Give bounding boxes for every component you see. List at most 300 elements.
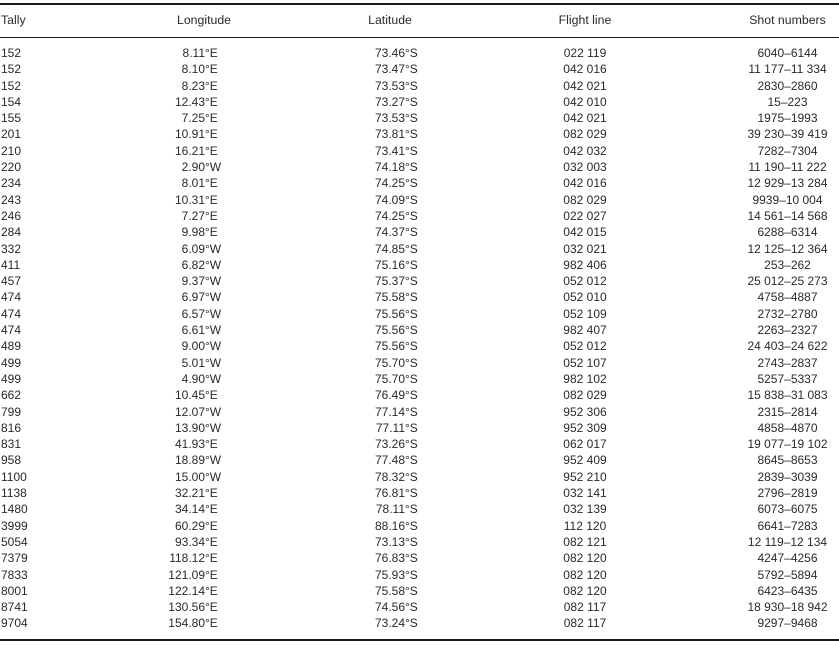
longitude-cell [118, 241, 290, 257]
shot-numbers-value: 4858–4870 [757, 420, 818, 435]
latitude-hemisphere: °S [405, 225, 418, 240]
flight-line-cell [490, 518, 680, 534]
longitude-cell [118, 224, 290, 240]
flight-line-value: 082 117 [563, 600, 607, 615]
longitude-cell [118, 518, 290, 534]
shot-numbers-value: 6040–6144 [757, 46, 818, 60]
longitude-value: 121.09 [168, 567, 205, 582]
longitude-cell [118, 583, 290, 599]
latitude-cell [290, 257, 490, 273]
tally-value: 474 [1, 306, 22, 321]
flight-line-cell [490, 469, 680, 485]
tally-cell [0, 485, 118, 501]
longitude-hemisphere: °W [205, 371, 222, 386]
tally-value: 332 [1, 241, 22, 256]
latitude-hemisphere: °S [405, 437, 418, 452]
latitude-hemisphere: °S [405, 600, 418, 615]
shot-numbers-value: 2796–2819 [757, 486, 818, 501]
flight-line-cell [490, 599, 680, 615]
table-row [0, 387, 839, 403]
flight-line-cell [490, 371, 680, 387]
shot-numbers-value: 5257–5337 [757, 371, 818, 386]
flight-line-value: 022 027 [563, 208, 607, 223]
tally-cell [0, 38, 118, 62]
longitude-hemisphere: °E [205, 143, 218, 158]
flight-line-value: 032 141 [563, 486, 607, 501]
shot-numbers-value: 6423–6435 [757, 583, 818, 598]
flight-line-value: 042 016 [563, 62, 607, 77]
tally-cell [0, 615, 118, 639]
latitude-value: 73.53 [374, 78, 405, 93]
latitude-value: 75.56 [374, 339, 405, 354]
latitude-cell [290, 110, 490, 126]
longitude-value: 4.90 [181, 371, 205, 386]
tally-cell [0, 273, 118, 289]
latitude-value: 77.11 [375, 420, 405, 435]
shot-numbers-cell [680, 224, 839, 240]
latitude-hemisphere: °S [405, 339, 418, 354]
flight-line-cell [490, 338, 680, 354]
table-header [0, 4, 839, 38]
longitude-hemisphere: °E [205, 176, 218, 191]
latitude-value: 73.13 [374, 534, 405, 549]
shot-numbers-cell [680, 110, 839, 126]
latitude-value: 75.58 [374, 583, 405, 598]
longitude-hemisphere: °W [205, 420, 222, 435]
longitude-cell [118, 257, 290, 273]
shot-numbers-cell [680, 567, 839, 583]
flight-line-value: 042 010 [563, 94, 607, 109]
shot-numbers-cell [680, 615, 839, 639]
tally-cell [0, 289, 118, 305]
flight-line-cell [490, 501, 680, 517]
tally-cell [0, 257, 118, 273]
tally-value: 457 [1, 274, 22, 289]
latitude-value: 74.56 [374, 600, 405, 615]
latitude-hemisphere: °S [405, 469, 418, 484]
longitude-cell [118, 452, 290, 468]
longitude-cell [118, 567, 290, 583]
longitude-cell [118, 534, 290, 550]
flight-line-value: 052 010 [563, 290, 607, 305]
flight-line-cell [490, 306, 680, 322]
tally-cell [0, 224, 118, 240]
longitude-hemisphere: °E [205, 486, 218, 501]
latitude-value: 73.27 [374, 94, 405, 109]
longitude-value: 7.25 [181, 111, 205, 126]
longitude-value: 6.97 [181, 290, 205, 305]
latitude-cell [290, 78, 490, 94]
latitude-cell [290, 420, 490, 436]
longitude-value: 8.10 [181, 62, 205, 77]
flight-line-value: 982 407 [563, 323, 607, 338]
tally-cell [0, 534, 118, 550]
table-row [0, 518, 839, 534]
longitude-hemisphere: °E [205, 192, 218, 207]
tally-value: 489 [1, 339, 22, 354]
table-row [0, 159, 839, 175]
longitude-hemisphere: °W [205, 453, 222, 468]
table-row [0, 241, 839, 257]
latitude-cell [290, 355, 490, 371]
column-header-latitude: Latitude [290, 4, 490, 38]
tally-cell [0, 241, 118, 257]
shot-numbers-cell [680, 420, 839, 436]
shot-numbers-value: 19 077–19 102 [747, 437, 828, 452]
flight-line-value: 082 029 [563, 388, 607, 403]
latitude-value: 73.81 [374, 127, 405, 142]
table-row [0, 289, 839, 305]
longitude-cell [118, 273, 290, 289]
table-row [0, 371, 839, 387]
longitude-value: 6.82 [181, 257, 205, 272]
longitude-value: 10.91 [174, 127, 205, 142]
shot-numbers-cell [680, 61, 839, 77]
shot-numbers-cell [680, 38, 839, 62]
latitude-value: 75.70 [374, 371, 405, 386]
shot-numbers-value: 15–223 [767, 94, 808, 109]
latitude-value: 75.93 [374, 567, 405, 582]
longitude-value: 154.80 [168, 616, 205, 631]
shot-numbers-value: 11 177–11 334 [748, 62, 827, 77]
tally-value: 201 [1, 127, 22, 142]
latitude-cell [290, 485, 490, 501]
longitude-hemisphere: °W [205, 290, 222, 305]
longitude-value: 10.31 [174, 192, 205, 207]
flight-line-value: 982 102 [563, 371, 607, 386]
shot-numbers-value: 18 930–18 942 [747, 600, 828, 615]
flight-line-value: 952 210 [563, 469, 607, 484]
latitude-hemisphere: °S [405, 306, 418, 321]
flight-line-value: 082 120 [563, 551, 607, 566]
longitude-cell [118, 61, 290, 77]
tally-value: 155 [1, 111, 22, 126]
longitude-value: 32.21 [174, 486, 205, 501]
flight-line-value: 082 029 [563, 127, 607, 142]
flight-line-value: 112 120 [563, 518, 607, 533]
flight-line-cell [490, 273, 680, 289]
tally-value: 152 [1, 78, 22, 93]
latitude-cell [290, 583, 490, 599]
tally-value: 958 [1, 453, 22, 468]
longitude-value: 12.43 [174, 94, 205, 109]
latitude-value: 74.25 [374, 208, 405, 223]
latitude-value: 76.83 [374, 551, 405, 566]
flight-line-value: 052 107 [563, 355, 607, 370]
tally-value: 243 [1, 192, 22, 207]
shot-numbers-value: 6641–7283 [757, 518, 818, 533]
tally-value: 411 [1, 257, 21, 272]
latitude-hemisphere: °S [405, 486, 418, 501]
flight-data-table [0, 3, 839, 641]
latitude-hemisphere: °S [405, 404, 418, 419]
shot-numbers-value: 9939–10 004 [752, 192, 823, 207]
table-row [0, 567, 839, 583]
shot-numbers-cell [680, 387, 839, 403]
longitude-value: 13.90 [174, 420, 205, 435]
tally-value: 3999 [1, 518, 28, 533]
longitude-value: 16.21 [174, 143, 205, 158]
table-row [0, 469, 839, 485]
flight-line-value: 052 012 [563, 274, 607, 289]
latitude-value: 73.26 [374, 437, 405, 452]
longitude-value: 7.27 [181, 208, 205, 223]
tally-cell [0, 306, 118, 322]
longitude-cell [118, 289, 290, 305]
longitude-hemisphere: °E [205, 208, 218, 223]
longitude-hemisphere: °E [205, 78, 218, 93]
longitude-cell [118, 78, 290, 94]
table-row [0, 404, 839, 420]
longitude-cell [118, 436, 290, 452]
latitude-value: 74.37 [374, 225, 405, 240]
flight-line-cell [490, 583, 680, 599]
flight-line-cell [490, 452, 680, 468]
longitude-value: 5.01 [181, 355, 205, 370]
flight-line-cell [490, 485, 680, 501]
shot-numbers-value: 25 012–25 273 [747, 274, 828, 289]
latitude-cell [290, 94, 490, 110]
flight-line-value: 042 021 [563, 111, 607, 126]
flight-line-value: 052 012 [563, 339, 607, 354]
longitude-cell [118, 208, 290, 224]
shot-numbers-value: 24 403–24 622 [747, 339, 828, 354]
longitude-cell [118, 501, 290, 517]
latitude-value: 75.70 [374, 355, 405, 370]
longitude-value: 9.98 [181, 225, 205, 240]
latitude-value: 75.56 [374, 306, 405, 321]
shot-numbers-value: 2732–2780 [757, 306, 818, 321]
latitude-cell [290, 322, 490, 338]
flight-line-value: 032 003 [563, 160, 607, 175]
latitude-hemisphere: °S [405, 290, 418, 305]
table-row [0, 224, 839, 240]
tally-cell [0, 501, 118, 517]
shot-numbers-cell [680, 306, 839, 322]
latitude-cell [290, 175, 490, 191]
shot-numbers-cell [680, 322, 839, 338]
longitude-value: 9.37 [181, 274, 205, 289]
longitude-hemisphere: °E [205, 551, 218, 566]
latitude-cell [290, 273, 490, 289]
latitude-cell [290, 371, 490, 387]
table-row [0, 615, 839, 639]
latitude-hemisphere: °S [405, 94, 418, 109]
shot-numbers-cell [680, 126, 839, 142]
table-row [0, 126, 839, 142]
flight-line-cell [490, 387, 680, 403]
tally-value: 499 [1, 371, 22, 386]
longitude-value: 9.00 [181, 339, 205, 354]
flight-line-value: 952 309 [563, 420, 607, 435]
tally-value: 1100 [1, 469, 27, 484]
flight-line-value: 052 109 [563, 306, 607, 321]
longitude-cell [118, 175, 290, 191]
latitude-hemisphere: °S [405, 78, 418, 93]
latitude-cell [290, 289, 490, 305]
tally-cell [0, 94, 118, 110]
shot-numbers-cell [680, 192, 839, 208]
longitude-cell [118, 420, 290, 436]
table-row [0, 436, 839, 452]
flight-line-cell [490, 208, 680, 224]
shot-numbers-cell [680, 159, 839, 175]
shot-numbers-cell [680, 355, 839, 371]
tally-cell [0, 387, 118, 403]
tally-cell [0, 126, 118, 142]
latitude-hemisphere: °S [405, 323, 418, 338]
table-row [0, 306, 839, 322]
flight-line-cell [490, 322, 680, 338]
latitude-value: 76.49 [374, 388, 405, 403]
flight-line-cell [490, 257, 680, 273]
flight-line-value: 062 017 [563, 437, 607, 452]
tally-cell [0, 469, 118, 485]
longitude-hemisphere: °W [205, 339, 222, 354]
longitude-value: 10.45 [174, 388, 205, 403]
shot-numbers-cell [680, 143, 839, 159]
shot-numbers-value: 6073–6075 [757, 502, 818, 517]
longitude-hemisphere: °W [205, 404, 222, 419]
latitude-hemisphere: °S [405, 371, 418, 386]
longitude-hemisphere: °W [205, 469, 222, 484]
latitude-hemisphere: °S [405, 143, 418, 158]
longitude-hemisphere: °E [205, 534, 218, 549]
flight-line-value: 082 120 [563, 567, 607, 582]
longitude-cell [118, 355, 290, 371]
shot-numbers-cell [680, 599, 839, 615]
latitude-hemisphere: °S [405, 160, 418, 175]
latitude-cell [290, 159, 490, 175]
latitude-value: 88.16 [374, 518, 405, 533]
tally-value: 799 [1, 404, 22, 419]
flight-line-cell [490, 38, 680, 62]
latitude-value: 75.16 [374, 257, 405, 272]
header-row [0, 4, 839, 38]
longitude-cell [118, 404, 290, 420]
table-row [0, 61, 839, 77]
flight-line-cell [490, 420, 680, 436]
shot-numbers-cell [680, 94, 839, 110]
latitude-hemisphere: °S [405, 208, 418, 223]
latitude-value: 78.32 [374, 469, 405, 484]
latitude-hemisphere: °S [405, 583, 418, 598]
latitude-hemisphere: °S [405, 518, 418, 533]
tally-value: 7833 [1, 567, 28, 582]
flight-line-value: 952 306 [563, 404, 607, 419]
longitude-hemisphere: °W [205, 323, 222, 338]
longitude-hemisphere: °E [205, 567, 218, 582]
table-row [0, 110, 839, 126]
tally-value: 5054 [1, 534, 28, 549]
column-header-shot-numbers: Shot numbers [680, 4, 839, 38]
latitude-value: 73.41 [374, 143, 405, 158]
latitude-value: 75.58 [374, 290, 405, 305]
shot-numbers-value: 4758–4887 [757, 290, 818, 305]
latitude-cell [290, 518, 490, 534]
latitude-hemisphere: °S [405, 355, 418, 370]
longitude-value: 122.14 [168, 583, 205, 598]
table-row [0, 534, 839, 550]
column-header-flight-line: Flight line [490, 4, 680, 38]
flight-line-value: 952 409 [563, 453, 607, 468]
longitude-hemisphere: °E [205, 111, 218, 126]
latitude-value: 73.53 [374, 111, 405, 126]
table-row [0, 273, 839, 289]
flight-line-value: 082 121 [563, 534, 607, 549]
flight-line-value: 082 117 [563, 616, 607, 631]
tally-cell [0, 452, 118, 468]
flight-line-cell [490, 126, 680, 142]
longitude-value: 15.00 [174, 469, 205, 484]
latitude-hemisphere: °S [405, 46, 418, 60]
shot-numbers-value: 12 119–12 134 [747, 534, 828, 549]
longitude-hemisphere: °E [205, 225, 218, 240]
longitude-hemisphere: °E [205, 518, 218, 533]
table-row [0, 452, 839, 468]
shot-numbers-cell [680, 208, 839, 224]
latitude-value: 74.09 [374, 192, 405, 207]
latitude-cell [290, 338, 490, 354]
latitude-hemisphere: °S [405, 534, 418, 549]
flight-line-cell [490, 355, 680, 371]
longitude-cell [118, 143, 290, 159]
shot-numbers-value: 12 125–12 364 [747, 241, 828, 256]
table-row [0, 78, 839, 94]
shot-numbers-cell [680, 583, 839, 599]
longitude-value: 41.93 [174, 437, 205, 452]
tally-value: 8001 [1, 583, 28, 598]
table-row [0, 550, 839, 566]
flight-line-value: 082 120 [563, 583, 607, 598]
shot-numbers-value: 4247–4256 [757, 551, 818, 566]
longitude-hemisphere: °E [205, 437, 218, 452]
column-header-longitude: Longitude [118, 4, 290, 38]
longitude-hemisphere: °E [205, 62, 218, 77]
column-header-tally: Tally [0, 4, 118, 38]
longitude-hemisphere: °E [205, 583, 218, 598]
flight-line-cell [490, 224, 680, 240]
latitude-value: 77.14 [374, 404, 405, 419]
table-row [0, 420, 839, 436]
latitude-cell [290, 38, 490, 62]
shot-numbers-cell [680, 273, 839, 289]
flight-line-cell [490, 404, 680, 420]
latitude-cell [290, 126, 490, 142]
tally-cell [0, 208, 118, 224]
shot-numbers-cell [680, 436, 839, 452]
shot-numbers-value: 2839–3039 [757, 469, 818, 484]
longitude-value: 8.11 [182, 46, 205, 60]
flight-line-cell [490, 143, 680, 159]
longitude-cell [118, 322, 290, 338]
table-row [0, 94, 839, 110]
longitude-value: 93.34 [174, 534, 205, 549]
longitude-cell [118, 387, 290, 403]
tally-value: 831 [1, 437, 22, 452]
latitude-cell [290, 452, 490, 468]
tally-cell [0, 404, 118, 420]
tally-cell [0, 567, 118, 583]
flight-line-cell [490, 436, 680, 452]
longitude-hemisphere: °W [205, 257, 222, 272]
latitude-hemisphere: °S [405, 127, 418, 142]
flight-line-value: 032 139 [563, 502, 607, 517]
latitude-cell [290, 192, 490, 208]
latitude-cell [290, 615, 490, 639]
shot-numbers-cell [680, 289, 839, 305]
shot-numbers-cell [680, 78, 839, 94]
